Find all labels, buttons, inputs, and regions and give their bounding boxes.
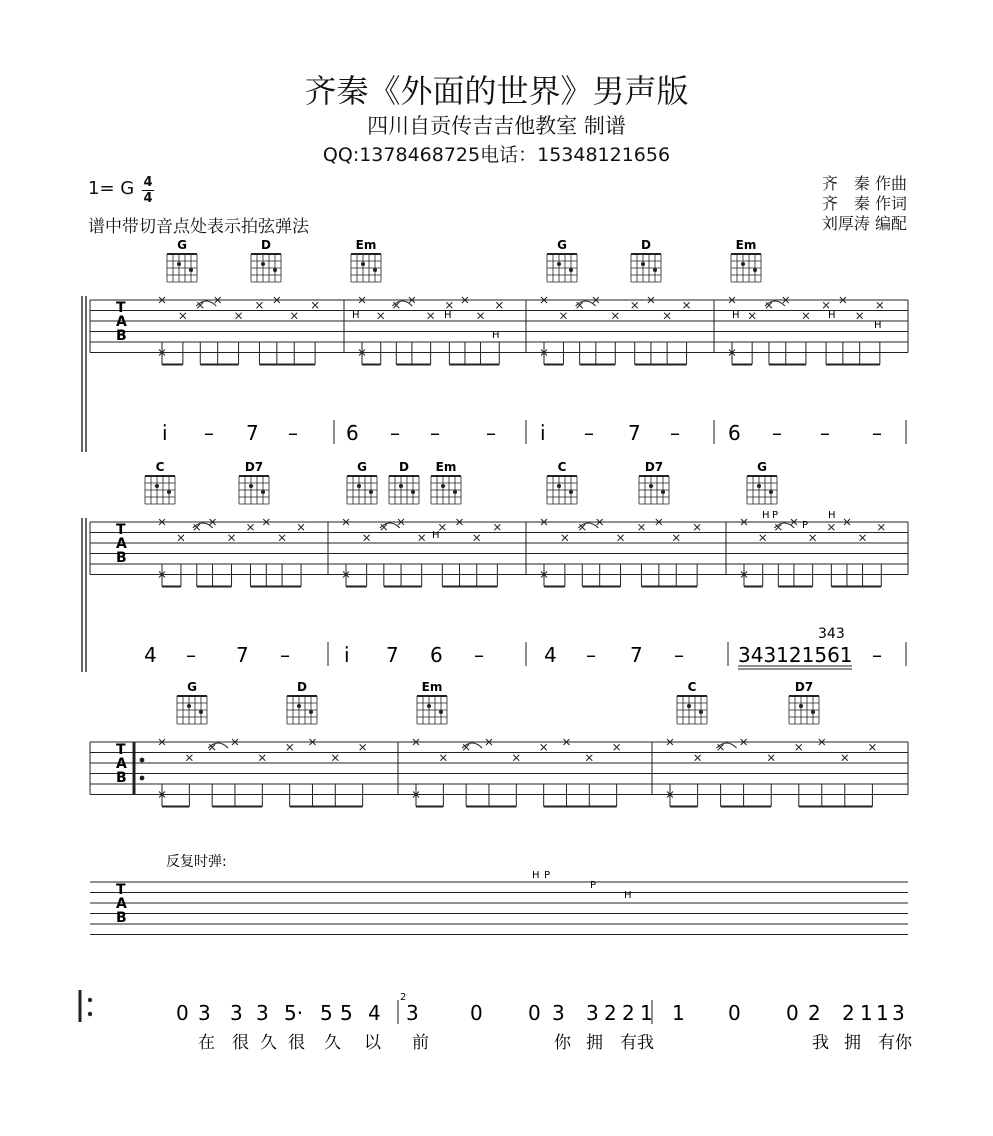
tab-muted-note bbox=[695, 755, 701, 761]
chord-finger-dot bbox=[399, 484, 403, 488]
melody-note: 3 bbox=[256, 1001, 269, 1025]
tab-muted-note bbox=[828, 524, 834, 530]
chord-name: C bbox=[557, 460, 567, 474]
numbered-note: 7 bbox=[246, 421, 259, 445]
melody-note: 2 bbox=[808, 1001, 821, 1025]
pull-off-label: P bbox=[590, 880, 597, 891]
lyric-char: 拥 bbox=[586, 1033, 603, 1053]
tab-clef-letter: B bbox=[116, 910, 127, 926]
chord-name: D7 bbox=[644, 460, 664, 474]
lyric-char: 你 bbox=[554, 1033, 571, 1053]
chord-finger-dot bbox=[177, 262, 181, 266]
numbered-note: – bbox=[390, 421, 400, 445]
tab-muted-note bbox=[664, 313, 670, 319]
tab-muted-note bbox=[513, 755, 519, 761]
hammer-on-label: H bbox=[492, 330, 500, 341]
tab-muted-note bbox=[229, 535, 235, 541]
lyric-char: 我 bbox=[812, 1033, 829, 1053]
tab-muted-note bbox=[259, 755, 265, 761]
tie-arc bbox=[774, 523, 794, 528]
melody-note: 3 bbox=[586, 1001, 599, 1025]
tie-arc bbox=[196, 301, 216, 306]
melody-note: 2 bbox=[622, 1001, 635, 1025]
melody-note: 1 bbox=[640, 1001, 653, 1025]
chord-name: Em bbox=[735, 238, 757, 252]
numbered-note: 6 bbox=[728, 421, 741, 445]
technique-note: 谱中带切音点处表示拍弦弹法 bbox=[88, 217, 309, 237]
numbered-note: – bbox=[586, 643, 596, 667]
numbered-note: – bbox=[288, 421, 298, 445]
time-signature-top: 4 bbox=[143, 175, 153, 190]
hammer-on-label: H bbox=[532, 870, 540, 881]
numbered-note: – bbox=[584, 421, 594, 445]
melody-note: 0 bbox=[176, 1001, 189, 1025]
arranger-line: 四川自贡传吉吉他教室 制谱 bbox=[367, 114, 626, 138]
tab-muted-note bbox=[332, 755, 338, 761]
time-signature-bottom: 4 bbox=[143, 191, 153, 206]
chord-finger-dot bbox=[427, 704, 431, 708]
chord-finger-dot bbox=[699, 710, 703, 714]
numbered-note: – bbox=[820, 421, 830, 445]
chord-finger-dot bbox=[757, 484, 761, 488]
melody-note: 3 bbox=[198, 1001, 211, 1025]
tab-muted-note bbox=[632, 302, 638, 308]
chord-finger-dot bbox=[569, 490, 573, 494]
tab-muted-note bbox=[760, 535, 766, 541]
chord-name: Em bbox=[435, 460, 457, 474]
repeat-label: 反复时弹: bbox=[166, 854, 227, 870]
chord-finger-dot bbox=[411, 490, 415, 494]
chord-finger-dot bbox=[439, 710, 443, 714]
tab-clef-letter: B bbox=[116, 328, 127, 344]
numbered-note: – bbox=[204, 421, 214, 445]
lyric-char: 在 bbox=[198, 1033, 215, 1053]
tab-muted-note bbox=[364, 535, 370, 541]
lyric-char: 前 bbox=[412, 1033, 429, 1053]
chord-name: D bbox=[261, 238, 271, 252]
lyric-char: 很 bbox=[232, 1033, 249, 1053]
key-signature: 1= G bbox=[88, 178, 135, 199]
tab-muted-note bbox=[494, 524, 500, 530]
hammer-on-label: H bbox=[732, 310, 740, 321]
tie-arc bbox=[208, 743, 228, 748]
upper-numbers: 343 bbox=[818, 626, 845, 642]
hammer-on-label: H bbox=[444, 310, 452, 321]
chord-finger-dot bbox=[799, 704, 803, 708]
tie-arc bbox=[380, 523, 400, 528]
melody-note: 1 bbox=[672, 1001, 685, 1025]
melody-note: 3 bbox=[406, 1001, 419, 1025]
chord-finger-dot bbox=[661, 490, 665, 494]
hammer-on-label: H bbox=[762, 510, 770, 521]
tie-arc bbox=[392, 301, 412, 306]
numbered-note: 343121561 bbox=[738, 643, 853, 667]
tab-muted-note bbox=[810, 535, 816, 541]
chord-name: G bbox=[177, 238, 187, 252]
numbered-note: – bbox=[772, 421, 782, 445]
hammer-on-label: H bbox=[828, 310, 836, 321]
melody-note: 0 bbox=[470, 1001, 483, 1025]
chord-finger-dot bbox=[741, 262, 745, 266]
tab-muted-note bbox=[287, 744, 293, 750]
chord-name: C bbox=[687, 680, 697, 694]
tab-muted-note bbox=[378, 313, 384, 319]
tie-arc bbox=[717, 743, 737, 748]
tab-muted-note bbox=[673, 535, 679, 541]
hammer-on-label: H bbox=[874, 320, 882, 331]
chord-finger-dot bbox=[309, 710, 313, 714]
chord-finger-dot bbox=[653, 268, 657, 272]
repeat-dot bbox=[140, 758, 145, 763]
system-bracket bbox=[82, 296, 86, 452]
tab-muted-note bbox=[478, 313, 484, 319]
chord-finger-dot bbox=[361, 262, 365, 266]
tab-clef-letter: A bbox=[116, 756, 127, 772]
numbered-note: – bbox=[430, 421, 440, 445]
melody-note: 3 bbox=[230, 1001, 243, 1025]
tab-muted-note bbox=[842, 755, 848, 761]
repeat-dot bbox=[88, 998, 92, 1002]
tab-muted-note bbox=[186, 755, 192, 761]
tab-muted-note bbox=[496, 302, 502, 308]
hammer-on-label: H bbox=[828, 510, 836, 521]
chord-name: Em bbox=[421, 680, 443, 694]
numbered-note: – bbox=[474, 643, 484, 667]
composer-credit: 齐 秦 作曲 bbox=[821, 174, 907, 193]
tab-muted-note bbox=[178, 535, 184, 541]
chord-finger-dot bbox=[199, 710, 203, 714]
melody-note: 4 bbox=[368, 1001, 381, 1025]
tab-muted-note bbox=[618, 535, 624, 541]
repeat-dot bbox=[140, 776, 145, 781]
system-bracket bbox=[82, 518, 86, 672]
song-title: 齐秦《外面的世界》男声版 bbox=[304, 72, 689, 110]
hammer-on-label: H bbox=[352, 310, 360, 321]
tab-muted-note bbox=[180, 313, 186, 319]
tab-muted-note bbox=[614, 744, 620, 750]
chord-name: G bbox=[187, 680, 197, 694]
numbered-note: 6 bbox=[430, 643, 443, 667]
volta-number: 2 bbox=[400, 992, 407, 1003]
tab-clef-letter: B bbox=[116, 770, 127, 786]
chord-finger-dot bbox=[687, 704, 691, 708]
tab-clef-letter: T bbox=[116, 882, 126, 898]
melody-note: 0 bbox=[528, 1001, 541, 1025]
chord-finger-dot bbox=[249, 484, 253, 488]
tab-muted-note bbox=[312, 302, 318, 308]
lyric-char: 久 bbox=[260, 1033, 277, 1053]
melody-note: 0 bbox=[728, 1001, 741, 1025]
tie-arc bbox=[462, 743, 482, 748]
tab-clef-letter: T bbox=[116, 300, 126, 316]
chord-finger-dot bbox=[811, 710, 815, 714]
tab-muted-note bbox=[439, 524, 445, 530]
contact-line: QQ:1378468725电话：15348121656 bbox=[322, 144, 671, 166]
melody-note: 1 bbox=[876, 1001, 889, 1025]
lyric-char: 久 bbox=[324, 1033, 341, 1053]
chord-name: G bbox=[557, 238, 567, 252]
chord-name: D bbox=[297, 680, 307, 694]
tab-muted-note bbox=[638, 524, 644, 530]
repeat-dot bbox=[88, 1012, 92, 1016]
chord-finger-dot bbox=[261, 262, 265, 266]
tab-clef-letter: A bbox=[116, 314, 127, 330]
melody-note: 5 bbox=[340, 1001, 353, 1025]
chord-finger-dot bbox=[441, 484, 445, 488]
tab-clef-letter: T bbox=[116, 522, 126, 538]
tab-muted-note bbox=[560, 313, 566, 319]
melody-note: 3 bbox=[552, 1001, 565, 1025]
lyric-char: 有你 bbox=[878, 1033, 912, 1053]
tab-muted-note bbox=[694, 524, 700, 530]
chord-name: Em bbox=[355, 238, 377, 252]
pull-off-label: P bbox=[544, 870, 551, 881]
tab-muted-note bbox=[823, 302, 829, 308]
tab-muted-note bbox=[796, 744, 802, 750]
tab-clef-letter: A bbox=[116, 896, 127, 912]
chord-finger-dot bbox=[187, 704, 191, 708]
hammer-on-label: H bbox=[432, 530, 440, 541]
melody-note: 5· bbox=[284, 1001, 304, 1025]
numbered-note: – bbox=[486, 421, 496, 445]
numbered-note: – bbox=[674, 643, 684, 667]
chord-name: D7 bbox=[244, 460, 264, 474]
tab-muted-note bbox=[749, 313, 755, 319]
tab-clef-letter: B bbox=[116, 550, 127, 566]
tab-muted-note bbox=[291, 313, 297, 319]
tie-arc bbox=[193, 523, 213, 528]
numbered-note: 7 bbox=[630, 643, 643, 667]
numbered-note: i̇ bbox=[540, 421, 546, 445]
melody-note: 5 bbox=[320, 1001, 333, 1025]
tab-muted-note bbox=[428, 313, 434, 319]
tab-muted-note bbox=[586, 755, 592, 761]
chord-finger-dot bbox=[357, 484, 361, 488]
tab-muted-note bbox=[869, 744, 875, 750]
melody-note: 2 bbox=[604, 1001, 617, 1025]
numbered-note: – bbox=[872, 421, 882, 445]
numbered-note: 7 bbox=[236, 643, 249, 667]
tab-muted-note bbox=[360, 744, 366, 750]
tab-muted-note bbox=[236, 313, 242, 319]
chord-finger-dot bbox=[769, 490, 773, 494]
tab-muted-note bbox=[446, 302, 452, 308]
chord-finger-dot bbox=[569, 268, 573, 272]
tab-muted-note bbox=[256, 302, 262, 308]
melody-note: 1 bbox=[860, 1001, 873, 1025]
tab-muted-note bbox=[612, 313, 618, 319]
tab-clef-letter: T bbox=[116, 742, 126, 758]
lyric-char: 拥 bbox=[844, 1033, 861, 1053]
chord-finger-dot bbox=[649, 484, 653, 488]
numbered-note: 6 bbox=[346, 421, 359, 445]
tab-muted-note bbox=[298, 524, 304, 530]
melody-note: 0 bbox=[786, 1001, 799, 1025]
numbered-note: 7 bbox=[628, 421, 641, 445]
tab-muted-note bbox=[877, 302, 883, 308]
tab-muted-note bbox=[768, 755, 774, 761]
chord-finger-dot bbox=[641, 262, 645, 266]
numbered-note: – bbox=[280, 643, 290, 667]
chord-finger-dot bbox=[189, 268, 193, 272]
melody-note: 3 bbox=[892, 1001, 905, 1025]
chord-finger-dot bbox=[297, 704, 301, 708]
chord-finger-dot bbox=[155, 484, 159, 488]
chord-finger-dot bbox=[373, 268, 377, 272]
numbered-note: – bbox=[186, 643, 196, 667]
chord-finger-dot bbox=[557, 262, 561, 266]
chord-name: D bbox=[641, 238, 651, 252]
hammer-on-label: H bbox=[624, 890, 632, 901]
tab-clef-letter: A bbox=[116, 536, 127, 552]
tab-muted-note bbox=[860, 535, 866, 541]
lyric-char: 有我 bbox=[620, 1033, 654, 1053]
tab-muted-note bbox=[474, 535, 480, 541]
lyric-char: 很 bbox=[288, 1033, 305, 1053]
chord-finger-dot bbox=[273, 268, 277, 272]
tab-muted-note bbox=[440, 755, 446, 761]
chord-name: G bbox=[757, 460, 767, 474]
chord-finger-dot bbox=[453, 490, 457, 494]
numbered-note: 7 bbox=[386, 643, 399, 667]
tab-muted-note bbox=[419, 535, 425, 541]
tie-arc bbox=[578, 523, 598, 528]
chord-finger-dot bbox=[167, 490, 171, 494]
chord-name: D7 bbox=[794, 680, 814, 694]
numbered-note: – bbox=[872, 643, 882, 667]
chord-name: G bbox=[357, 460, 367, 474]
tab-muted-note bbox=[857, 313, 863, 319]
tab-muted-note bbox=[541, 744, 547, 750]
chord-finger-dot bbox=[369, 490, 373, 494]
chord-name: D bbox=[399, 460, 409, 474]
chord-name: C bbox=[155, 460, 165, 474]
pull-off-label: P bbox=[772, 510, 779, 521]
numbered-note: 4 bbox=[544, 643, 557, 667]
tab-muted-note bbox=[279, 535, 285, 541]
tie-arc bbox=[765, 301, 785, 306]
chord-finger-dot bbox=[261, 490, 265, 494]
chord-finger-dot bbox=[753, 268, 757, 272]
lyricist-credit: 齐 秦 作词 bbox=[821, 194, 907, 213]
numbered-note: – bbox=[670, 421, 680, 445]
chord-finger-dot bbox=[557, 484, 561, 488]
numbered-note: i̇ bbox=[344, 643, 350, 667]
tab-muted-note bbox=[247, 524, 253, 530]
tab-muted-note bbox=[562, 535, 568, 541]
pull-off-label: P bbox=[802, 520, 809, 531]
numbered-note: 4 bbox=[144, 643, 157, 667]
tab-muted-note bbox=[878, 524, 884, 530]
lyric-char: 以 bbox=[364, 1033, 381, 1053]
tie-arc bbox=[576, 301, 596, 306]
numbered-note: i̇ bbox=[162, 421, 168, 445]
tab-muted-note bbox=[684, 302, 690, 308]
arranger-credit: 刘厚涛 编配 bbox=[821, 214, 907, 233]
melody-note: 2 bbox=[842, 1001, 855, 1025]
tab-muted-note bbox=[803, 313, 809, 319]
